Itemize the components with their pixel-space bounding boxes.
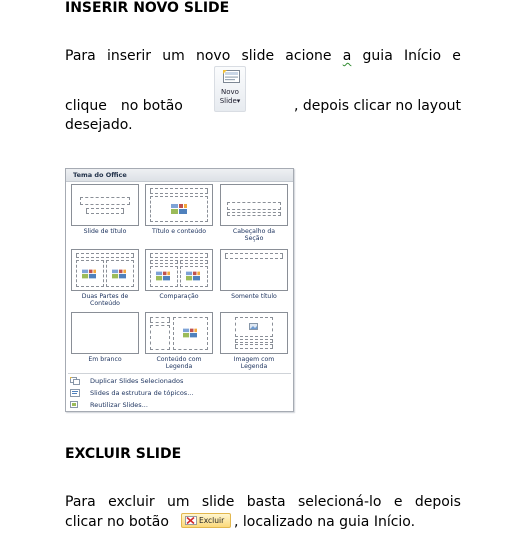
paragraph-delete-line-1 [65,494,461,510]
word: Início [404,48,442,64]
new-slide-icon [223,70,240,83]
word: Para [65,48,96,64]
layout-thumb-title-content[interactable] [145,184,213,226]
gallery-header: Tema do Office [66,169,293,182]
layout-label: Comparação [159,293,199,300]
word: e [393,494,403,510]
chevron-down-icon: ▾ [236,97,241,105]
content-placeholder-icon [112,269,126,279]
word: slide [241,48,275,64]
layout-thumb-blank[interactable] [71,312,139,354]
duplicate-icon [70,377,80,385]
new-slide-label-top: Novo [221,88,239,96]
menu-item-outline-slides[interactable] [68,387,291,399]
layout-thumb-comparison[interactable] [145,249,213,291]
content-placeholder-icon [186,271,200,281]
word-spellcheck: a [342,48,352,64]
layout-thumb-section-header[interactable] [220,184,288,226]
word: novo [195,48,231,64]
word: basta [246,494,286,510]
menu-item-label: Duplicar Slides Selecionados [90,377,184,385]
gallery-divider [68,373,291,374]
layout-thumb-title-slide[interactable] [71,184,139,226]
layout-label: Conteúdo com [156,356,202,363]
outline-icon [70,389,80,397]
word: um [166,494,190,510]
paragraph-delete-line-2-start: clicar no botão [65,514,169,530]
menu-item-reuse-slides[interactable] [68,399,291,411]
layout-thumb-two-content[interactable] [71,249,139,291]
layout-label: Legenda [240,363,268,370]
delete-slide-icon [185,516,197,525]
layout-label: Seção [244,235,264,242]
word: e [452,48,461,64]
layout-label: Imagem com [233,356,275,363]
delete-slide-button[interactable] [181,513,231,528]
content-placeholder-icon [82,269,96,279]
layout-thumb-content-caption[interactable] [145,312,213,354]
word: slide [201,494,235,510]
layout-label: Em branco [88,356,122,363]
content-placeholder-icon [183,328,197,338]
word: acione [285,48,332,64]
layout-thumb-title-only[interactable] [220,249,288,291]
menu-item-duplicate-slides[interactable] [68,375,291,387]
layout-label: Cabeçalho da [232,228,276,235]
layout-label: Somente título [231,293,277,300]
menu-item-label: Slides da estrutura de tópicos... [90,389,194,397]
layout-label: Título e conteúdo [151,228,207,235]
new-slide-button[interactable] [214,66,246,112]
paragraph-insert-line-3: desejado. [65,117,133,133]
word: excluir [108,494,155,510]
picture-placeholder-icon [249,323,258,330]
layout-gallery [65,168,294,412]
menu-item-label: Reutilizar Slides... [90,401,148,409]
reuse-icon [70,401,80,409]
word: selecioná-lo [297,494,382,510]
layout-label: Duas Partes de [81,293,129,300]
word: um [162,48,185,64]
layout-label: Legenda [165,363,193,370]
content-placeholder-icon [156,271,170,281]
section-title-delete: EXCLUIR SLIDE [65,446,182,462]
word: Para [65,494,96,510]
word: depois [414,494,461,510]
paragraph-insert-line-2-end: , depois clicar no layout [293,98,461,114]
layout-label: Conteúdo [90,300,120,307]
word: guia [362,48,393,64]
paragraph-delete-line-2-end: , localizado na guia Início. [234,514,416,530]
word: inserir [106,48,152,64]
paragraph-insert-line-1 [65,48,461,64]
layout-thumb-picture-caption[interactable] [220,312,288,354]
layout-label: Slide de título [83,228,127,235]
paragraph-insert-line-2-start: clique no botão [65,98,183,114]
section-title-insert: INSERIR NOVO SLIDE [65,0,230,16]
delete-slide-label: Excluir [199,516,225,525]
content-placeholder-icon [171,204,187,214]
new-slide-label-bottom: Slide▾ [219,97,241,105]
